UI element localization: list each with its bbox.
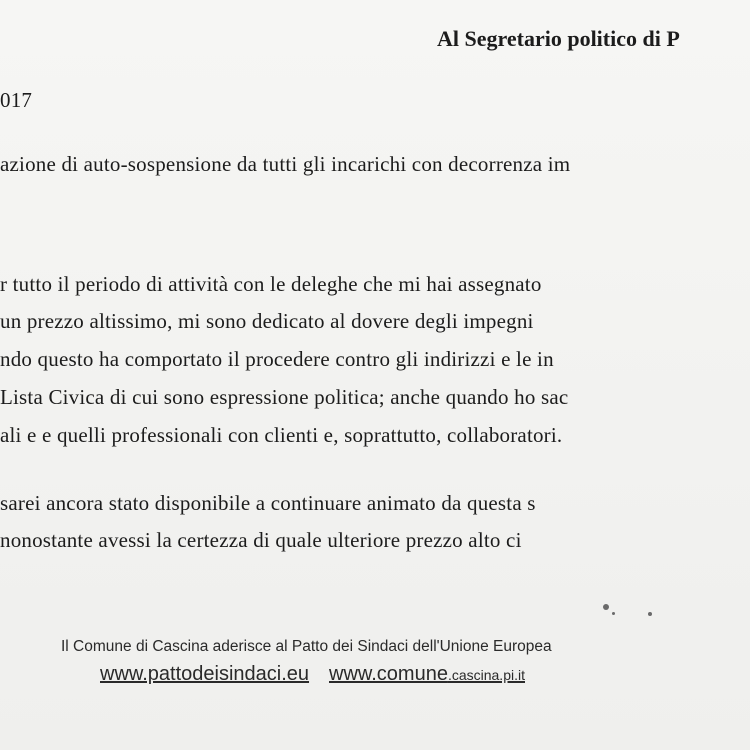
footer-note: Il Comune di Cascina aderisce al Patto dei Sindaci dell'Unione Europea — [61, 638, 552, 655]
body-line-6: sarei ancora stato disponibile a continuare animato da questa s — [0, 491, 536, 515]
ink-speck — [612, 612, 615, 615]
addressee-line: Al Segretario politico di P — [437, 26, 680, 51]
body-line-1: r tutto il periodo di attività con le deleghe che mi hai assegnato — [0, 272, 542, 296]
ink-speck — [648, 612, 652, 616]
body-line-4: Lista Civica di cui sono espressione politica; anche quando ho sac — [0, 385, 569, 409]
footer-link-patto[interactable]: www.pattodeisindaci.eu — [100, 663, 310, 685]
footer-link-comune[interactable] — [329, 663, 525, 685]
footer-links — [100, 663, 525, 686]
footer-link-comune-domain: .cascina.pi.it — [447, 667, 525, 683]
body-line-7: nonostante avessi la certezza di quale ulteriore prezzo alto ci — [0, 528, 522, 552]
ink-speck — [603, 604, 609, 610]
date-line: 017 — [0, 88, 33, 112]
body-line-2: un prezzo altissimo, mi sono dedicato al dovere degli impegni — [0, 309, 534, 333]
subject-line: azione di auto-sospensione da tutti gli incarichi con decorrenza im — [0, 152, 571, 176]
body-line-5: ali e e quelli professionali con clienti e, soprattutto, collaboratori. — [0, 423, 563, 447]
footer-link-comune-main: www.comune — [329, 663, 448, 685]
body-line-3: ndo questo ha comportato il procedere contro gli indirizzi e le in — [0, 347, 554, 371]
